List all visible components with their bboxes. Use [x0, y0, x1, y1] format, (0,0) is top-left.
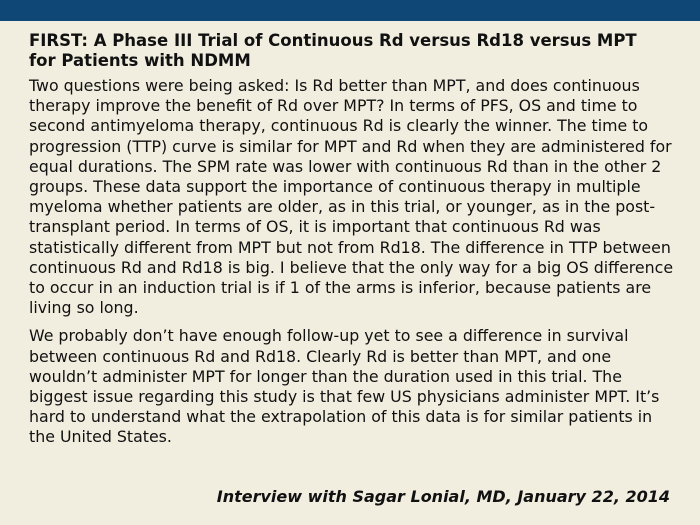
body-paragraph-1: Two questions were being asked: Is Rd better than MPT, and does continuous therapy improve the benefit of Rd over MPT? In terms of PFS, OS and time to second antimyeloma therapy, continuous Rd is clearly the winner. The time to progression (TTP) curve is similar for MPT and Rd when they are administered for equal durations. The SPM rate was lower with continuous Rd than in the other 2 groups. These data support the importance of continuous therapy in multiple myeloma whether patients are older, as in this trial, or younger, as in the post-transplant period. In terms of OS, it is important that continuous Rd was statistically different from MPT but not from Rd18. The difference in TTP between continuous Rd and Rd18 is big. I believe that the only way for a big OS difference to occur in an induction trial is if 1 of the arms is inferior, because patients are living so long. — [29, 76, 674, 318]
top-banner-bar — [0, 0, 700, 21]
slide-body — [29, 76, 677, 456]
attribution-line: Interview with Sagar Lonial, MD, January 22, 2014 — [216, 487, 670, 506]
slide-title: FIRST: A Phase III Trial of Continuous Rd versus Rd18 versus MPT for Patients with NDMM — [29, 31, 637, 70]
body-paragraph-2: We probably don’t have enough follow-up yet to see a difference in survival between continuous Rd and Rd18. Clearly Rd is better than MPT, and one wouldn’t administer MPT for longer than the duration used in this trial. The biggest issue regarding this study is that few US physicians administer MPT. It’s hard to understand what the extrapolation of this data is for similar patients in the United States. — [29, 326, 660, 447]
